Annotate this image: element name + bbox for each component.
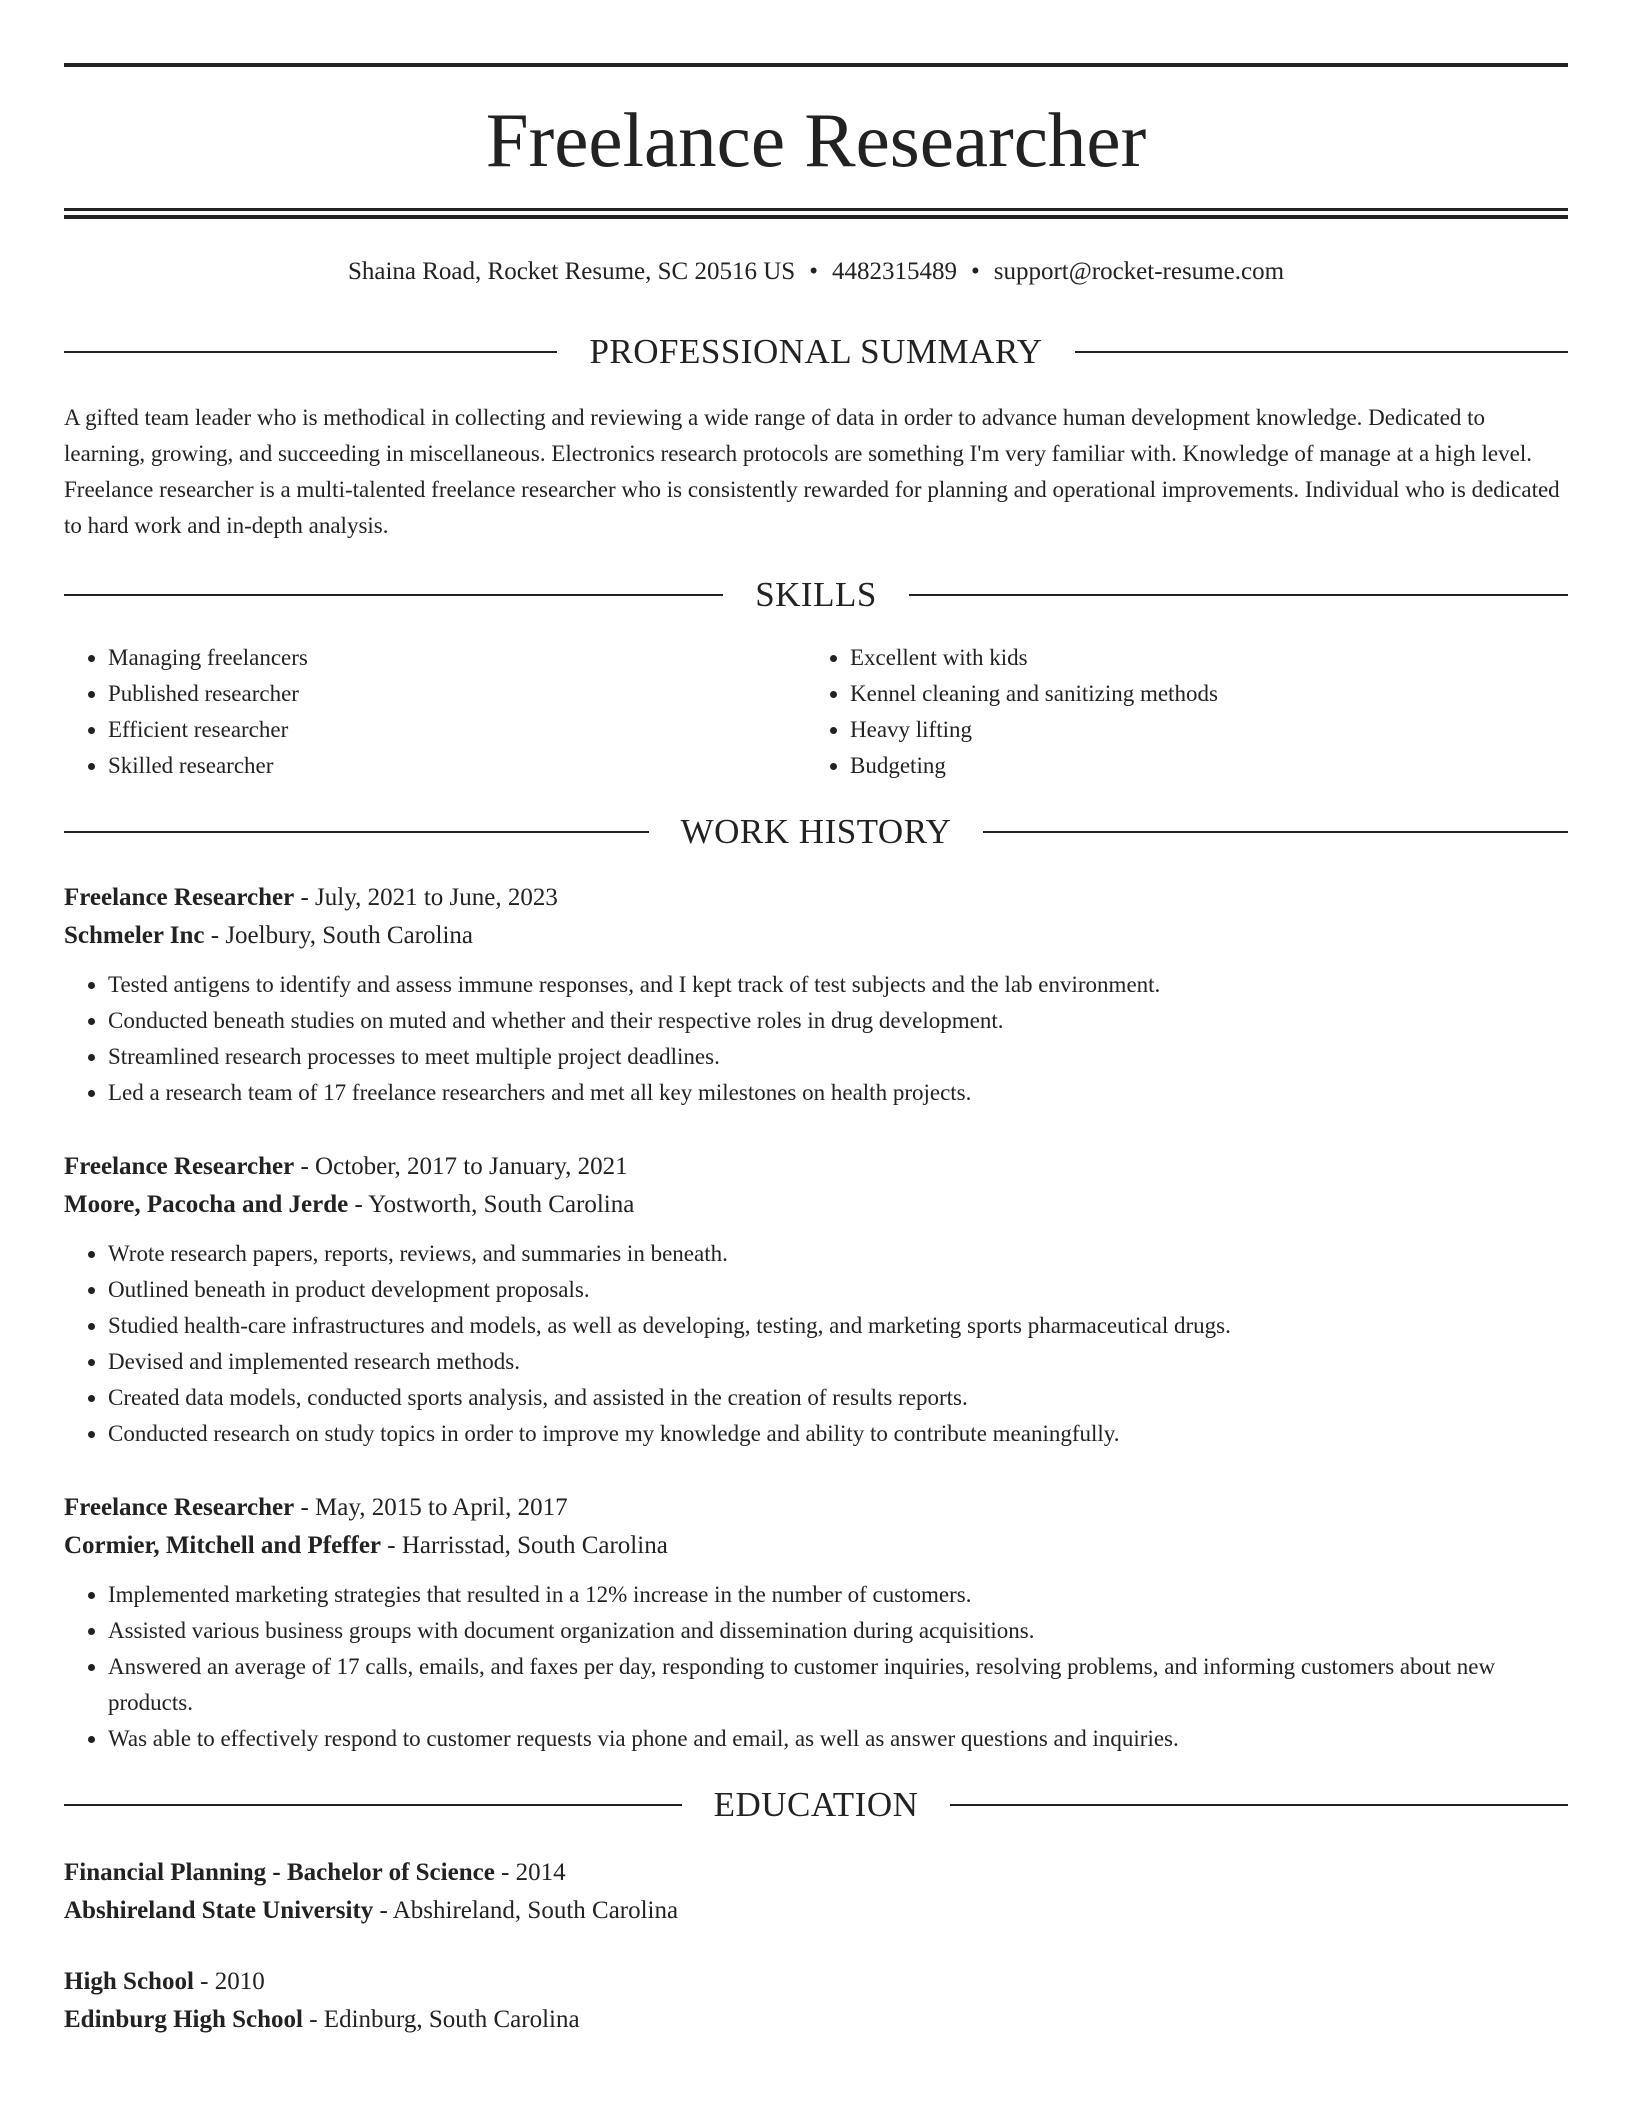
education-entry <box>64 1963 1568 2039</box>
job-bullet: • Answered an average of 17 calls, emails, and faxes per day, responding to customer inquiries, resolving problems, and informing customers about new products. <box>108 1649 1568 1721</box>
education-degree-line <box>64 1963 1568 2001</box>
job-bullet: • Tested antigens to identify and assess immune responses, and I kept track of test subjects and the lab environment. <box>108 967 1568 1003</box>
job-company: Schmeler Inc <box>64 922 205 949</box>
job-bullet: • Devised and implemented research methods. <box>108 1344 1568 1380</box>
job-company: Moore, Pacocha and Jerde <box>64 1191 349 1218</box>
skill-item: • Efficient researcher <box>108 712 806 748</box>
contact-address: Shaina Road, Rocket Resume, SC 20516 US <box>347 258 796 285</box>
job-title-line <box>64 1148 1568 1186</box>
contact-separator: • <box>809 258 818 285</box>
heading-rule-left <box>64 831 649 833</box>
job-title-line <box>64 879 1568 917</box>
job-bullet: • Studied health-care infrastructures and models, as well as developing, testing, and marketing sports pharmaceutical drugs. <box>108 1308 1568 1344</box>
work-heading-label: WORK HISTORY <box>680 812 952 851</box>
education-entry <box>64 1854 1568 1930</box>
job-title: Freelance Researcher <box>64 1153 295 1180</box>
job-company-line <box>64 1527 1568 1565</box>
contact-separator: • <box>970 258 980 285</box>
job-bullet: • Wrote research papers, reports, reviews, and summaries in beneath. <box>108 1236 1568 1272</box>
job-dates: - July, 2021 to June, 2023 <box>294 884 558 911</box>
heading-rule-right <box>1075 351 1568 353</box>
skill-item: • Kennel cleaning and sanitizing methods <box>850 676 1548 712</box>
work-heading <box>64 809 1568 855</box>
summary-text <box>64 400 1568 544</box>
job-bullet: • Was able to effectively respond to customer requests via phone and email, as well as answer questions and inquiries. <box>108 1721 1568 1757</box>
heading-rule-left <box>64 1804 682 1806</box>
job-dates: - May, 2015 to April, 2017 <box>294 1494 568 1521</box>
education-location: - Abshireland, South Carolina <box>373 1897 679 1924</box>
skill-item: • Excellent with kids <box>850 640 1548 676</box>
job-bullet: • Led a research team of 17 freelance researchers and met all key milestones on health projects. <box>108 1075 1568 1111</box>
skills-heading-label: SKILLS <box>755 575 877 614</box>
job-company-line <box>64 1186 1568 1224</box>
resume-title: Freelance Researcher <box>485 97 1147 183</box>
job-entry <box>64 1489 1568 1757</box>
job-bullet: • Assisted various business groups with document organization and dissemination during acquisitions. <box>108 1613 1568 1649</box>
heading-rule-right <box>909 594 1568 596</box>
job-bullet: • Conducted research on study topics in order to improve my knowledge and ability to contribute meaningfully. <box>108 1416 1568 1452</box>
education-degree: High School <box>64 1968 194 1995</box>
education-school: Edinburg High School <box>64 2006 303 2033</box>
job-location: - Harrisstad, South Carolina <box>381 1532 668 1559</box>
contact-phone: 4482315489 <box>831 258 957 285</box>
job-title: Freelance Researcher <box>64 1494 295 1521</box>
heading-rule-left <box>64 351 557 353</box>
skill-item: • Budgeting <box>850 748 1548 784</box>
job-bullet: • Streamlined research processes to meet multiple project deadlines. <box>108 1039 1568 1075</box>
job-title: Freelance Researcher <box>64 884 295 911</box>
education-degree-line <box>64 1854 1568 1892</box>
skills-column-right <box>806 640 1548 784</box>
contact-line <box>64 255 1568 289</box>
job-location: - Yostworth, South Carolina <box>348 1191 635 1218</box>
heading-rule-left <box>64 594 723 596</box>
job-bullet: • Conducted beneath studies on muted and whether and their respective roles in drug development. <box>108 1003 1568 1039</box>
job-bullets <box>64 1236 1568 1452</box>
skills-column-left <box>64 640 806 784</box>
education-school-line <box>64 2001 1568 2039</box>
heading-rule-right <box>983 831 1568 833</box>
job-bullet: • Created data models, conducted sports analysis, and assisted in the creation of results reports. <box>108 1380 1568 1416</box>
top-rule <box>64 63 1568 67</box>
education-year: - 2010 <box>193 1968 265 1995</box>
skills-list <box>64 640 1568 784</box>
skills-heading <box>64 572 1568 618</box>
education-heading <box>64 1782 1568 1828</box>
job-bullet: • Outlined beneath in product development proposals. <box>108 1272 1568 1308</box>
education-school-line <box>64 1892 1568 1930</box>
summary-heading-label: PROFESSIONAL SUMMARY <box>589 332 1043 371</box>
education-school: Abshireland State University <box>64 1897 374 1924</box>
summary-paragraph: A gifted team leader who is methodical in collecting and reviewing a wide range of data in order to advance human development knowledge. Dedicated to learning, growing, and succeeding in miscellaneous. Electronics research protocols are something I'm very familiar with. Knowledge of manage at a high level. Freelance researcher is a multi-talented freelance researcher who is consistently rewarded for planning and operational improvements. Individual who is dedicated to hard work and in-depth analysis. <box>64 405 1560 538</box>
contact-email: support@rocket-resume.com <box>993 258 1285 285</box>
job-bullets <box>64 967 1568 1111</box>
education-heading-label: EDUCATION <box>713 1785 919 1824</box>
job-entry <box>64 879 1568 1111</box>
title-rule-upper <box>64 208 1568 211</box>
skill-item: • Heavy lifting <box>850 712 1548 748</box>
job-company-line <box>64 917 1568 955</box>
job-bullets <box>64 1577 1568 1757</box>
skill-item: • Published researcher <box>108 676 806 712</box>
heading-rule-right <box>950 1804 1568 1806</box>
job-company: Cormier, Mitchell and Pfeffer <box>64 1532 382 1559</box>
job-bullet: • Implemented marketing strategies that resulted in a 12% increase in the number of customers. <box>108 1577 1568 1613</box>
job-dates: - October, 2017 to January, 2021 <box>294 1153 628 1180</box>
job-location: - Joelbury, South Carolina <box>204 922 473 949</box>
summary-heading <box>64 329 1568 375</box>
job-entry <box>64 1148 1568 1452</box>
education-year: - 2014 <box>494 1859 566 1886</box>
education-location: - Edinburg, South Carolina <box>302 2006 580 2033</box>
skill-item: • Skilled researcher <box>108 748 806 784</box>
title-rule-lower <box>64 215 1568 219</box>
job-title-line <box>64 1489 1568 1527</box>
skill-item: • Managing freelancers <box>108 640 806 676</box>
education-degree: Financial Planning - Bachelor of Science <box>64 1859 495 1886</box>
